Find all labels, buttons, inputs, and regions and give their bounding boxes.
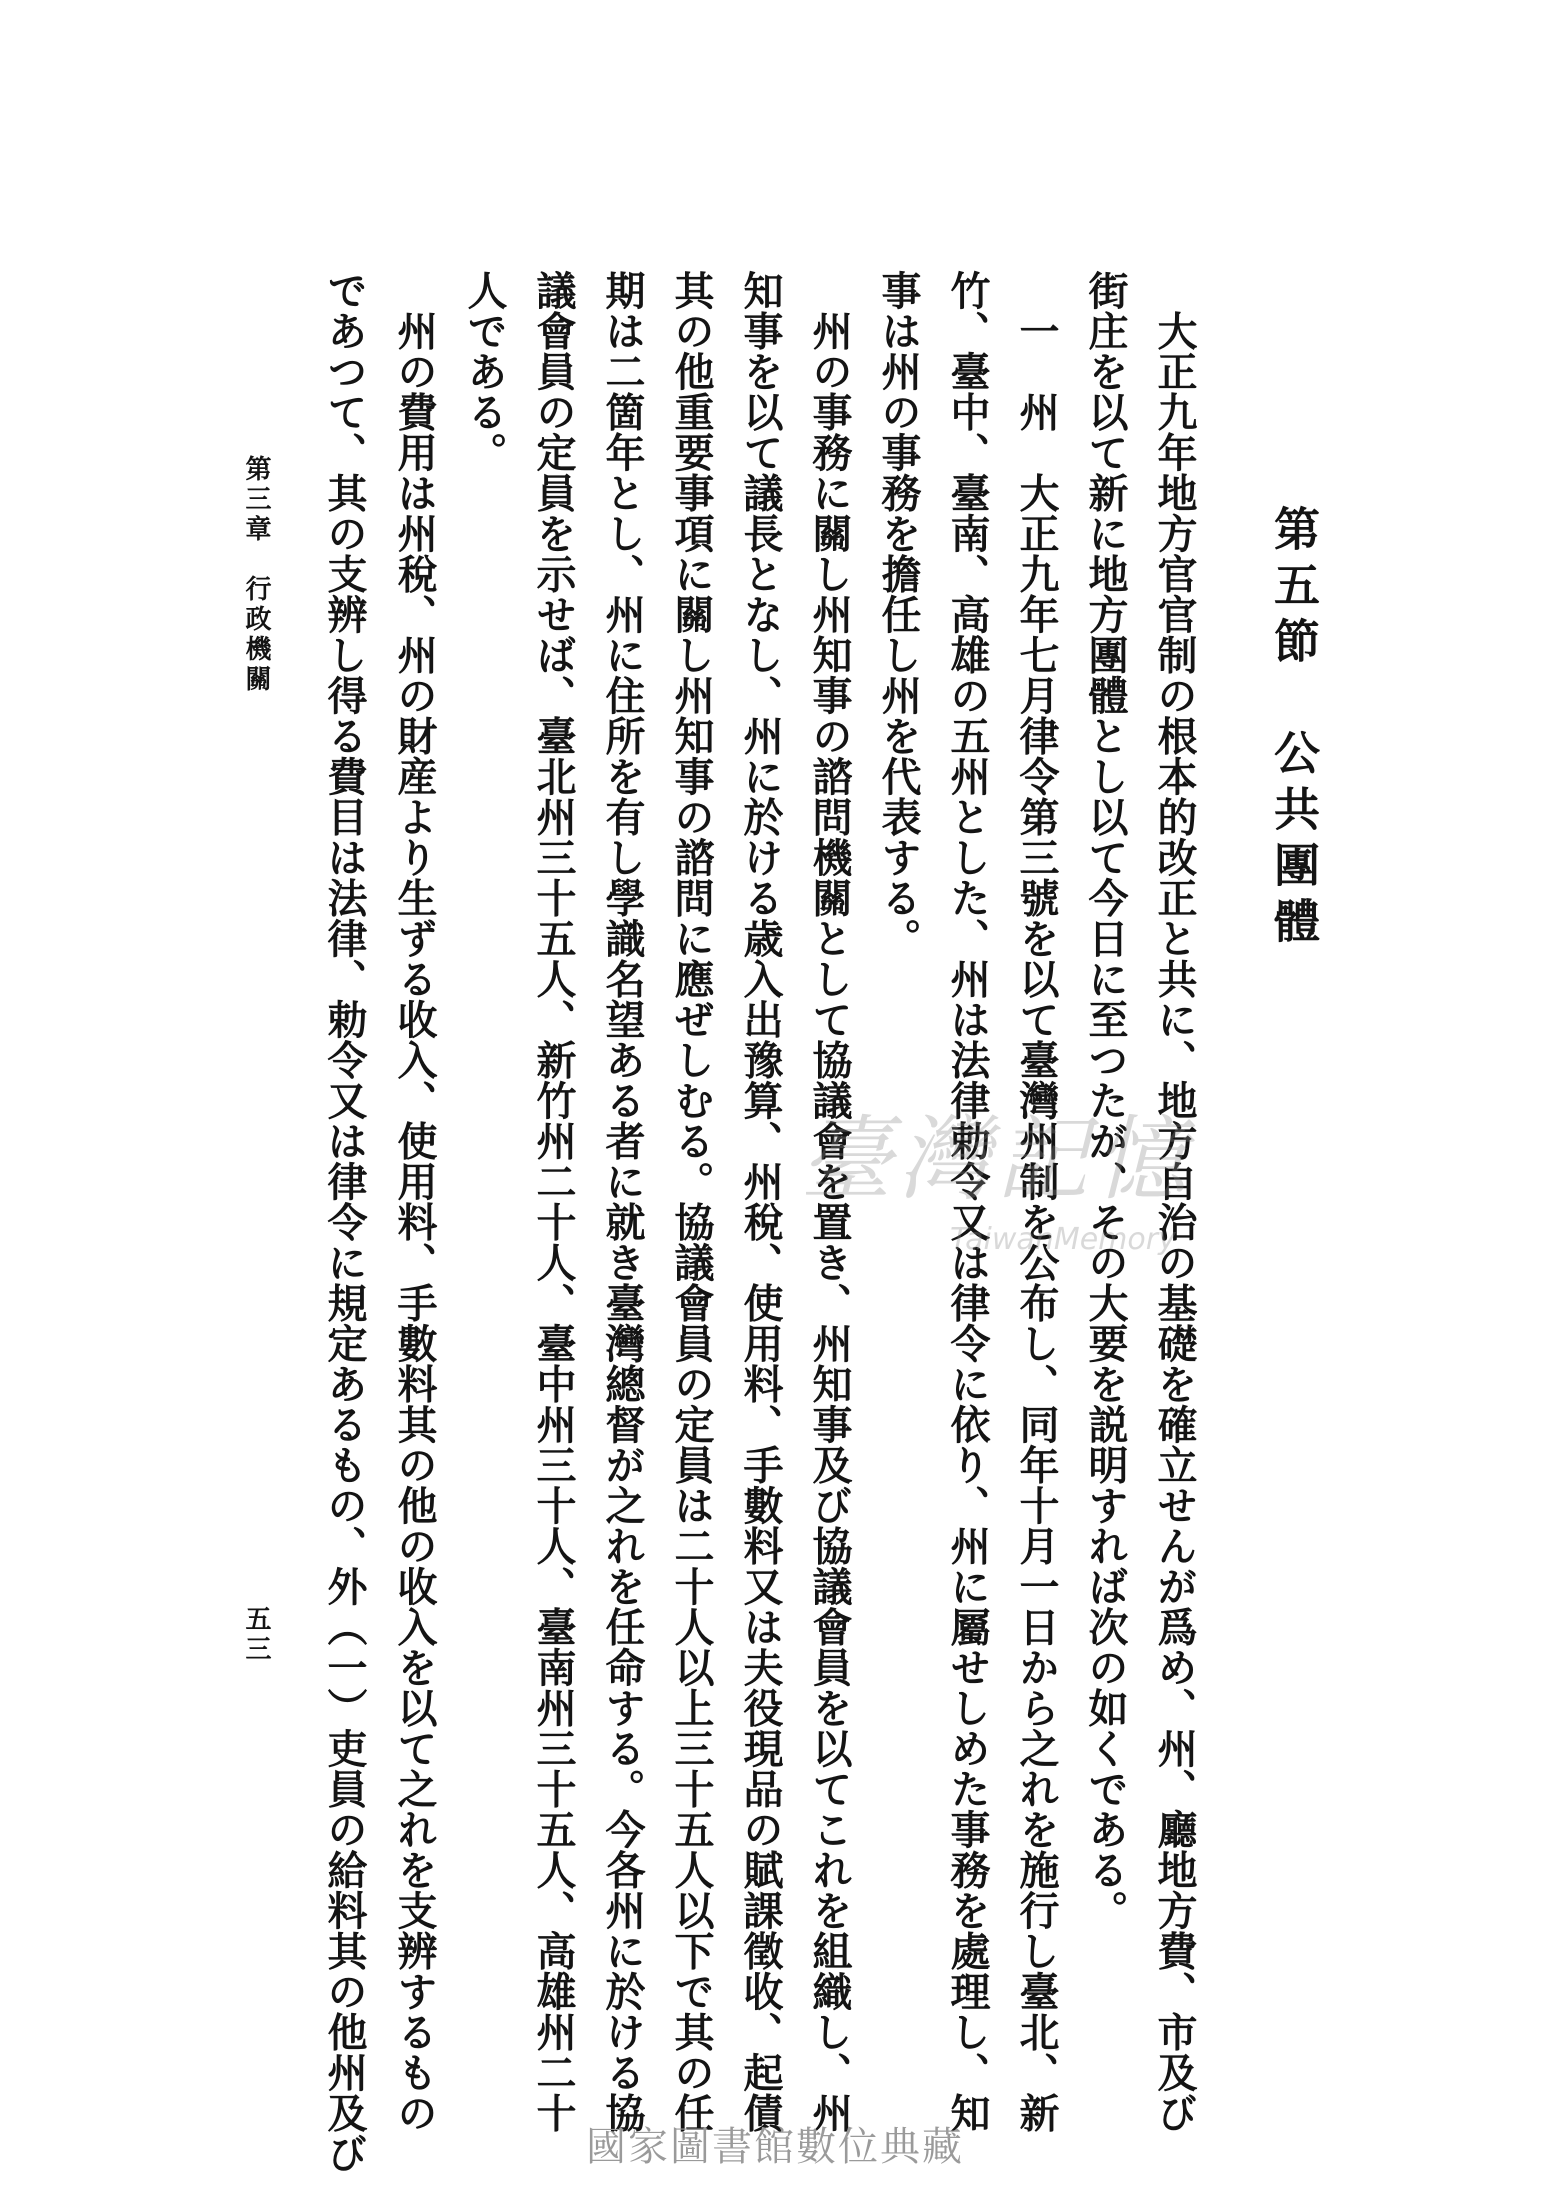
body-column-12: 州の費用は州稅、州の財産より生ずる收入、使用料、手數料其の他の收入を以て之れを支辨するもの <box>391 270 438 2133</box>
body-column-7: 知事を以て議長となし、州に於ける歳入出豫算、州稅、使用料、手數料又は夫役現品の賦課徵收、起債 <box>737 270 784 2133</box>
body-column-6: 州の事務に關し州知事の諮問機關として協議會を置き、州知事及び協議會員を以てこれを組織し、州 <box>806 270 853 2133</box>
watermark-text-cn: 臺灣記憶 <box>800 1106 1193 1213</box>
body-column-3: 一 州 大正九年七月律令第三號を以て臺灣州制を公布し、同年十月一日から之れを施行し臺北、新 <box>1013 270 1060 2133</box>
body-column-10: 議會員の定員を示せば、臺北州三十五人、新竹州二十人、臺中州三十人、臺南州三十五人、高雄州二十 <box>530 270 577 2133</box>
page-number: 五三 <box>241 1605 271 1665</box>
body-column-11: 人である。 <box>461 270 508 473</box>
body-column-1: 大正九年地方官官制の根本的改正と共に、地方自治の基礎を確立せんが爲め、州、廳地方費、市及び <box>1151 270 1198 2133</box>
body-column-2: 街庄を以て新に地方團體とし以て今日に至つたが、その大要を説明すれば次の如くである。 <box>1082 270 1129 1931</box>
body-column-9: 期は二箇年とし、州に住所を有し學識名望ある者に就き臺灣總督が之れを任命する。今各州に於ける協 <box>599 270 646 2133</box>
watermark-text-en: TaiwanMemory <box>950 1222 1176 1257</box>
section-heading: 第五節 公共團體 <box>1267 505 1321 953</box>
body-column-5: 事は州の事務を擔任し州を代表する。 <box>875 270 922 959</box>
body-column-13: であつて、其の支辨し得る費目は法律、勅令又は律令に規定あるもの、外（一）吏員の給料其の他州及び <box>321 270 368 2174</box>
body-column-4: 竹、臺中、臺南、高雄の五州とした、州は法律勅令又は律令に依り、州に屬せしめた事務を處理し、知 <box>944 270 991 2133</box>
running-header-chapter: 第三章 行政機關 <box>241 455 271 695</box>
footer-archive-label: 國家圖書館數位典藏 <box>586 2124 964 2170</box>
body-column-8: 其の他重要事項に關し州知事の諮問に應ぜしむる。協議會員の定員は二十人以上三十五人以下で其の任 <box>668 270 715 2133</box>
